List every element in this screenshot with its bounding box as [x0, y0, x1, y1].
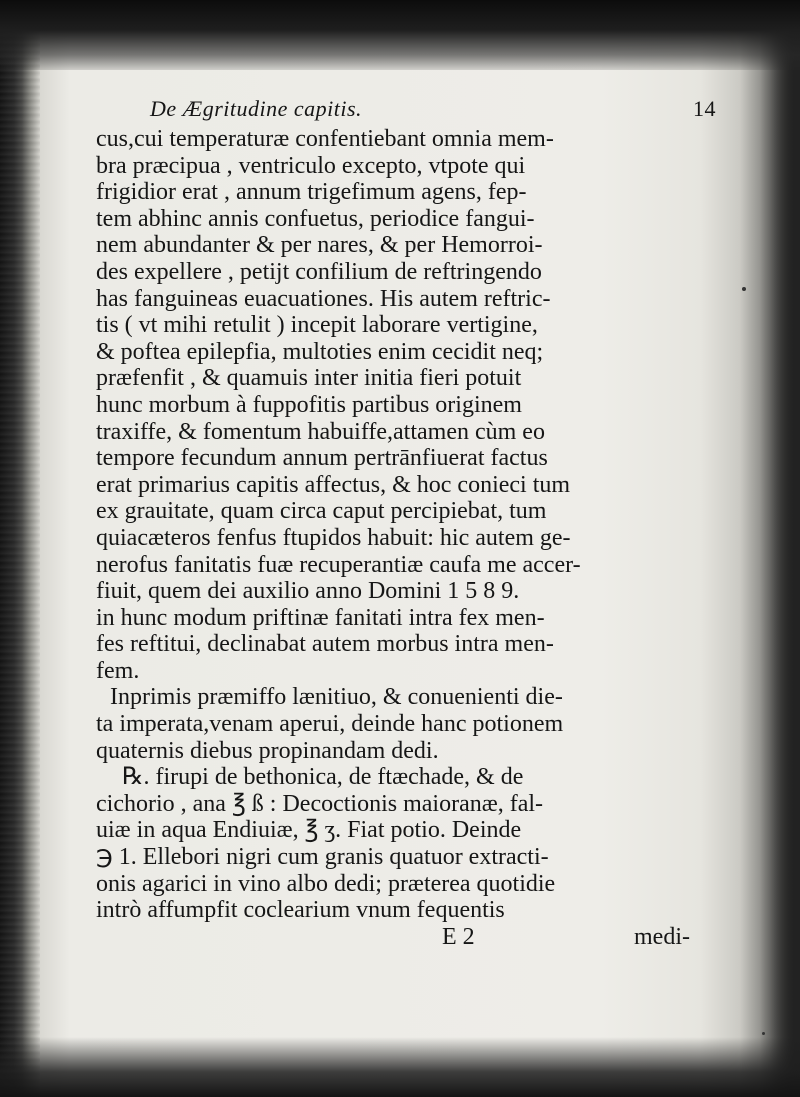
text-line: fiuit, quem dei auxilio anno Domini 1 5 8 9. [96, 578, 520, 605]
text-line: traxiffe, & fomentum habuiffe,attamen cùm eo [96, 418, 545, 445]
text-line: cichorio , ana ℥ ß : Decoctionis maioranæ, fal- [96, 790, 544, 817]
text-line: cus,cui temperaturæ confentiebant omnia mem- [96, 126, 554, 152]
text-line: has fanguineas euacuationes. His autem reftric- [96, 285, 551, 312]
text-line: ta imperata,venam aperui, deinde hanc potionem [96, 711, 564, 738]
ink-speck [742, 287, 746, 291]
text-line: & poftea epilepfia, multoties enim cecidit neq; [96, 338, 544, 365]
running-title: De Ægritudine capitis. [150, 96, 363, 121]
text-line: erat primarius capitis affectus, & hoc conieci tum [96, 471, 571, 498]
text-line: des expellere , petijt confilium de reftringendo [96, 258, 542, 285]
text-line: ex grauitate, quam circa caput percipiebat, tum [96, 498, 547, 525]
text-line: uiæ in aqua Endiuiæ, ℥ ʒ. Fiat potio. Deinde [96, 817, 522, 844]
text-line: tempore fecundum annum pertrānfiuerat factus [96, 445, 548, 472]
text-line: onis agarici in vino albo dedi; præterea quotidie [96, 870, 556, 897]
text-line: nem abundanter & per nares, & per Hemorroi- [96, 232, 543, 259]
page-number: 14 [693, 96, 716, 121]
text-line: tem abhinc annis confuetus, periodice fangui- [96, 205, 535, 232]
book-gutter [0, 0, 40, 1097]
text-line: in hunc modum priftinæ fanitati intra fex men- [96, 604, 545, 631]
body-text [96, 126, 736, 924]
text-line: quiacæteros fenfus ftupidos habuit: hic autem ge- [96, 524, 571, 551]
text-line: tis ( vt mihi retulit ) incepit laborare vertigine, [96, 312, 538, 339]
page-footer [96, 924, 736, 950]
top-shadow [0, 0, 800, 70]
paragraph-start: Inprimis præmiffo lænitiuo, & conuenienti die- [110, 684, 563, 711]
catchword: medi- [634, 923, 690, 950]
page-edge-shadow [740, 0, 800, 1097]
text-line: fem. [96, 657, 140, 684]
running-head [96, 92, 736, 126]
text-line: nerofus fanitatis fuæ recuperantiæ caufa me accer- [96, 551, 581, 578]
text-line: bra præcipua , ventriculo excepto, vtpote qui [96, 152, 526, 179]
bottom-shadow [0, 1037, 800, 1097]
text-line: intrò affumpfit coclearium vnum fequentis [96, 897, 505, 924]
ink-speck [762, 1032, 765, 1035]
text-line: frigidior erat , annum trigefimum agens, fep- [96, 179, 527, 206]
text-line: fes reftitui, declinabat autem morbus intra men- [96, 631, 554, 658]
text-page [96, 92, 736, 950]
recipe-start: ℞. firupi de bethonica, de ftæchade, & de [122, 764, 524, 791]
signature-mark: E 2 [442, 923, 475, 950]
text-line: præfenfit , & quamuis inter initia fieri potuit [96, 365, 522, 392]
text-line: hunc morbum à fuppofitis partibus originem [96, 391, 522, 418]
text-line: ℈ 1. Ellebori nigri cum granis quatuor extracti- [96, 844, 549, 871]
text-line: quaternis diebus propinandam dedi. [96, 737, 439, 764]
